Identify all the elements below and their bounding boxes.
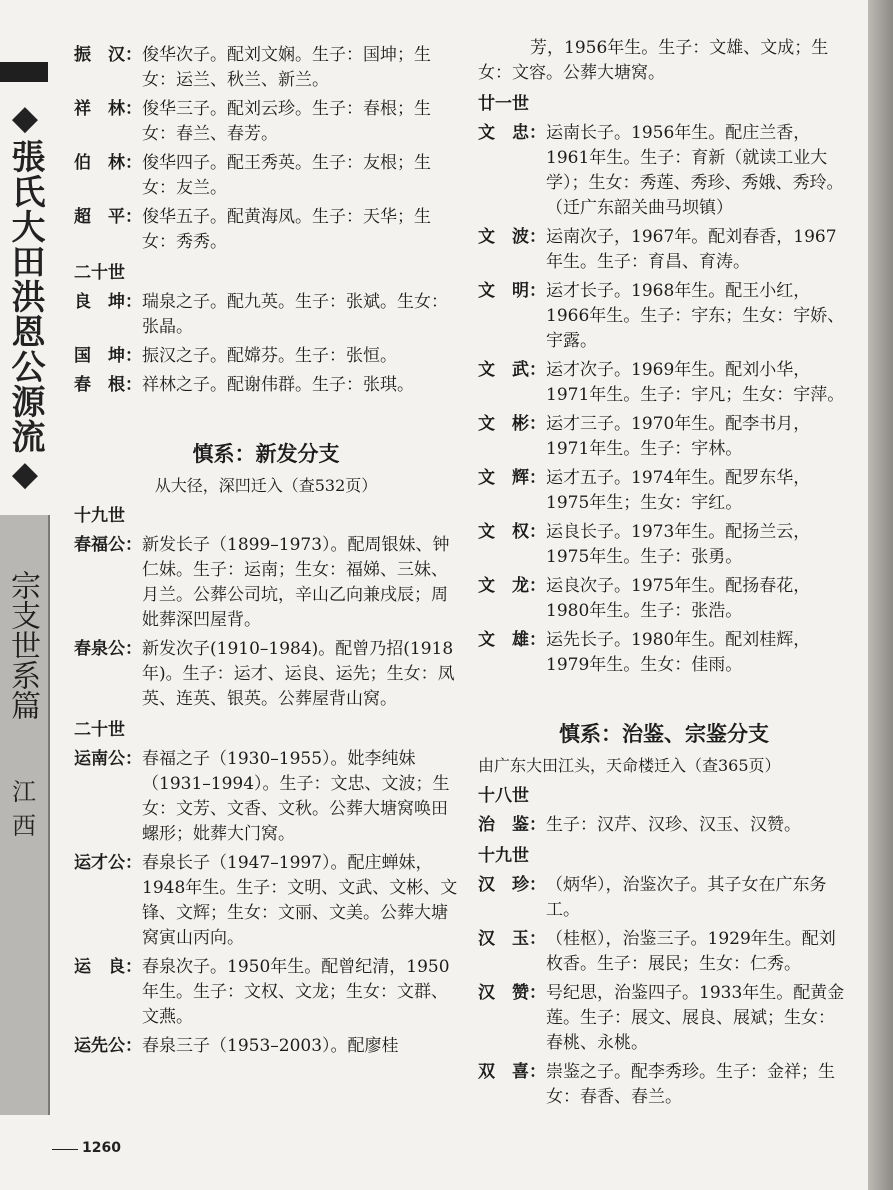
branch-title: 慎系：治鉴、宗鉴分支 <box>559 722 769 746</box>
genealogy-entry <box>478 466 850 516</box>
person-name: 运 良： <box>74 957 142 977</box>
sidebar-black-band <box>0 62 48 82</box>
person-desc: 运才三子。1970年生。配李书月，1971年生。生子：宇林。 <box>546 414 811 459</box>
genealogy-entry <box>74 344 458 369</box>
generation-heading: 廿一世 <box>478 94 529 114</box>
generation-heading: 十九世 <box>478 846 529 866</box>
person-name: 超 平： <box>74 207 142 227</box>
person-name: 文 权： <box>478 522 546 542</box>
genealogy-entry <box>74 955 458 1030</box>
branch-origin-note: 由广东大田江头，天命楼迁入（查365页） <box>478 756 781 775</box>
person-desc: 生子：汉芹、汉珍、汉玉、汉赞。 <box>546 815 801 835</box>
person-name: 文 波： <box>478 227 546 247</box>
book-title-vertical: ◆張氏大田洪恩公源流◆ <box>5 98 45 495</box>
genealogy-entry <box>478 981 850 1056</box>
generation-heading: 十九世 <box>74 506 125 526</box>
person-name: 国 坤： <box>74 346 142 366</box>
genealogy-entry <box>74 373 458 398</box>
genealogy-entry <box>74 851 458 951</box>
person-desc: 运良次子。1975年生。配扬春花，1980年生。生子：张浩。 <box>546 576 811 621</box>
branch-title: 慎系：新发分支 <box>192 442 340 466</box>
person-desc: 春泉次子。1950年生。配曾纪清，1950年生。生子：文权、文龙；生女：文群、文燕。 <box>142 957 450 1027</box>
person-desc: 运先长子。1980年生。配刘桂辉，1979年生。生女：佳雨。 <box>546 630 811 675</box>
person-name: 文 忠： <box>478 123 546 143</box>
person-desc: 春泉三子（1953–2003）。配廖桂 <box>142 1036 399 1056</box>
person-name: 运先公： <box>74 1036 142 1056</box>
person-desc: （炳华），治鉴次子。其子女在广东务工。 <box>546 875 827 920</box>
person-desc: 俊华四子。配王秀英。生子：友根；生女：友兰。 <box>142 153 431 198</box>
genealogy-entry <box>478 873 850 923</box>
person-desc: 运才五子。1974年生。配罗东华，1975年生；生女：宇红。 <box>546 468 811 513</box>
genealogy-entry <box>478 121 850 221</box>
genealogy-entry <box>478 1060 850 1110</box>
person-desc: 俊华五子。配黄海凤。生子：天华；生女：秀秀。 <box>142 207 431 252</box>
branch-origin-note: 从大径，深凹迁入（查532页） <box>154 476 378 495</box>
book-gutter-shadow <box>868 0 893 1190</box>
genealogy-entry <box>74 290 458 340</box>
left-column <box>74 43 458 1063</box>
page-number: 1260 <box>82 1140 121 1156</box>
person-desc: 崇鉴之子。配李秀珍。生子：金祥；生女：春香、春兰。 <box>546 1062 835 1107</box>
person-desc: 新发次子(1910–1984)。配曾乃招(1918年)。生子：运才、运良、运先；生女：凤英、连英、银英。公葬屋背山窝。 <box>142 639 455 709</box>
person-desc: 号纪思，治鉴四子。1933年生。配黄金莲。生子：展文、展良、展斌；生女：春桃、永桃。 <box>546 983 845 1053</box>
continued-entry-text: 芳，1956年生。生子：文雄、文成；生女：文容。公葬大塘窝。 <box>478 38 829 83</box>
person-name: 春 根： <box>74 375 142 395</box>
person-desc: 春福之子（1930–1955）。妣李纯妹（1931–1994）。生子：文忠、文波；生女：文芳、文香、文秋。公葬大塘窝唤田螺形；妣葬大门窝。 <box>142 749 450 844</box>
genealogy-entry <box>74 637 458 712</box>
region-label: 江西 <box>12 778 36 840</box>
person-name: 文 辉： <box>478 468 546 488</box>
person-name: 良 坤： <box>74 292 142 312</box>
person-desc: （桂枢），治鉴三子。1929年生。配刘枚香。生子：展民；生女：仁秀。 <box>546 929 836 974</box>
person-desc: 运南次子，1967年。配刘春香，1967年生。生子：育昌、育涛。 <box>546 227 837 272</box>
person-desc: 祥林之子。配谢伟群。生子：张琪。 <box>142 375 414 395</box>
person-desc: 俊华次子。配刘文娴。生子：国坤；生女：运兰、秋兰、新兰。 <box>142 45 431 90</box>
person-name: 春泉公： <box>74 639 142 659</box>
person-desc: 运才长子。1968年生。配王小红，1966年生。生子：宇东；生女：宇娇、宇露。 <box>546 281 845 351</box>
person-desc: 新发长子（1899–1973）。配周银妹、钟仁妹。生子：运南；生女：福娣、三妹、月兰。公葬公司坑，辛山乙向兼戌辰；周妣葬深凹屋背。 <box>142 535 450 630</box>
person-name: 汉 玉： <box>478 929 546 949</box>
genealogy-entry <box>74 97 458 147</box>
person-name: 双 喜： <box>478 1062 546 1082</box>
person-name: 文 明： <box>478 281 546 301</box>
genealogy-entry <box>478 927 850 977</box>
person-desc: 运良长子。1973年生。配扬兰云，1975年生。生子：张勇。 <box>546 522 811 567</box>
genealogy-entry <box>478 813 850 838</box>
genealogy-entry <box>478 520 850 570</box>
person-desc: 运才次子。1969年生。配刘小华，1971年生。生子：宇凡；生女：宇萍。 <box>546 360 845 405</box>
genealogy-entry <box>74 747 458 847</box>
right-column <box>478 36 850 1114</box>
genealogy-entry <box>478 628 850 678</box>
person-desc: 瑞泉之子。配九英。生子：张斌。生女：张晶。 <box>142 292 448 337</box>
generation-heading: 二十世 <box>74 263 125 283</box>
person-name: 伯 林： <box>74 153 142 173</box>
person-name: 治 鉴： <box>478 815 546 835</box>
person-name: 祥 林： <box>74 99 142 119</box>
generation-heading: 二十世 <box>74 720 125 740</box>
person-name: 汉 赞： <box>478 983 546 1003</box>
genealogy-entry <box>74 205 458 255</box>
genealogy-entry <box>74 43 458 93</box>
genealogy-entry <box>478 412 850 462</box>
genealogy-entry <box>478 574 850 624</box>
genealogy-entry <box>74 533 458 633</box>
person-name: 文 武： <box>478 360 546 380</box>
person-name: 文 雄： <box>478 630 546 650</box>
entry-list-top <box>74 43 458 255</box>
genealogy-entry <box>478 279 850 354</box>
person-desc: 运南长子。1956年生。配庄兰香，1961年生。生子：育新（就读工业大学）；生女：秀莲、秀珍、秀娥、秀玲。（迁广东韶关曲马坝镇） <box>546 123 844 218</box>
genealogy-entry <box>478 225 850 275</box>
person-desc: 俊华三子。配刘云珍。生子：春根；生女：春兰、春芳。 <box>142 99 431 144</box>
person-name: 运南公： <box>74 749 142 769</box>
section-title-vertical: 宗支世系篇 <box>5 570 40 720</box>
generation-heading: 十八世 <box>478 786 529 806</box>
genealogy-entry <box>74 151 458 201</box>
genealogy-entry <box>478 358 850 408</box>
person-desc: 振汉之子。配嫦芬。生子：张恒。 <box>142 346 397 366</box>
person-name: 文 龙： <box>478 576 546 596</box>
genealogy-entry <box>74 1034 458 1059</box>
person-name: 文 彬： <box>478 414 546 434</box>
person-name: 汉 珍： <box>478 875 546 895</box>
person-desc: 春泉长子（1947–1997）。配庄蝉妹，1948年生。生子：文明、文武、文彬、文锋、文辉；生女：文丽、文美。公葬大塘窝寅山丙向。 <box>142 853 458 948</box>
person-name: 运才公： <box>74 853 142 873</box>
person-name: 春福公： <box>74 535 142 555</box>
person-name: 振 汉： <box>74 45 142 65</box>
chapter-sidebar <box>0 0 48 1120</box>
